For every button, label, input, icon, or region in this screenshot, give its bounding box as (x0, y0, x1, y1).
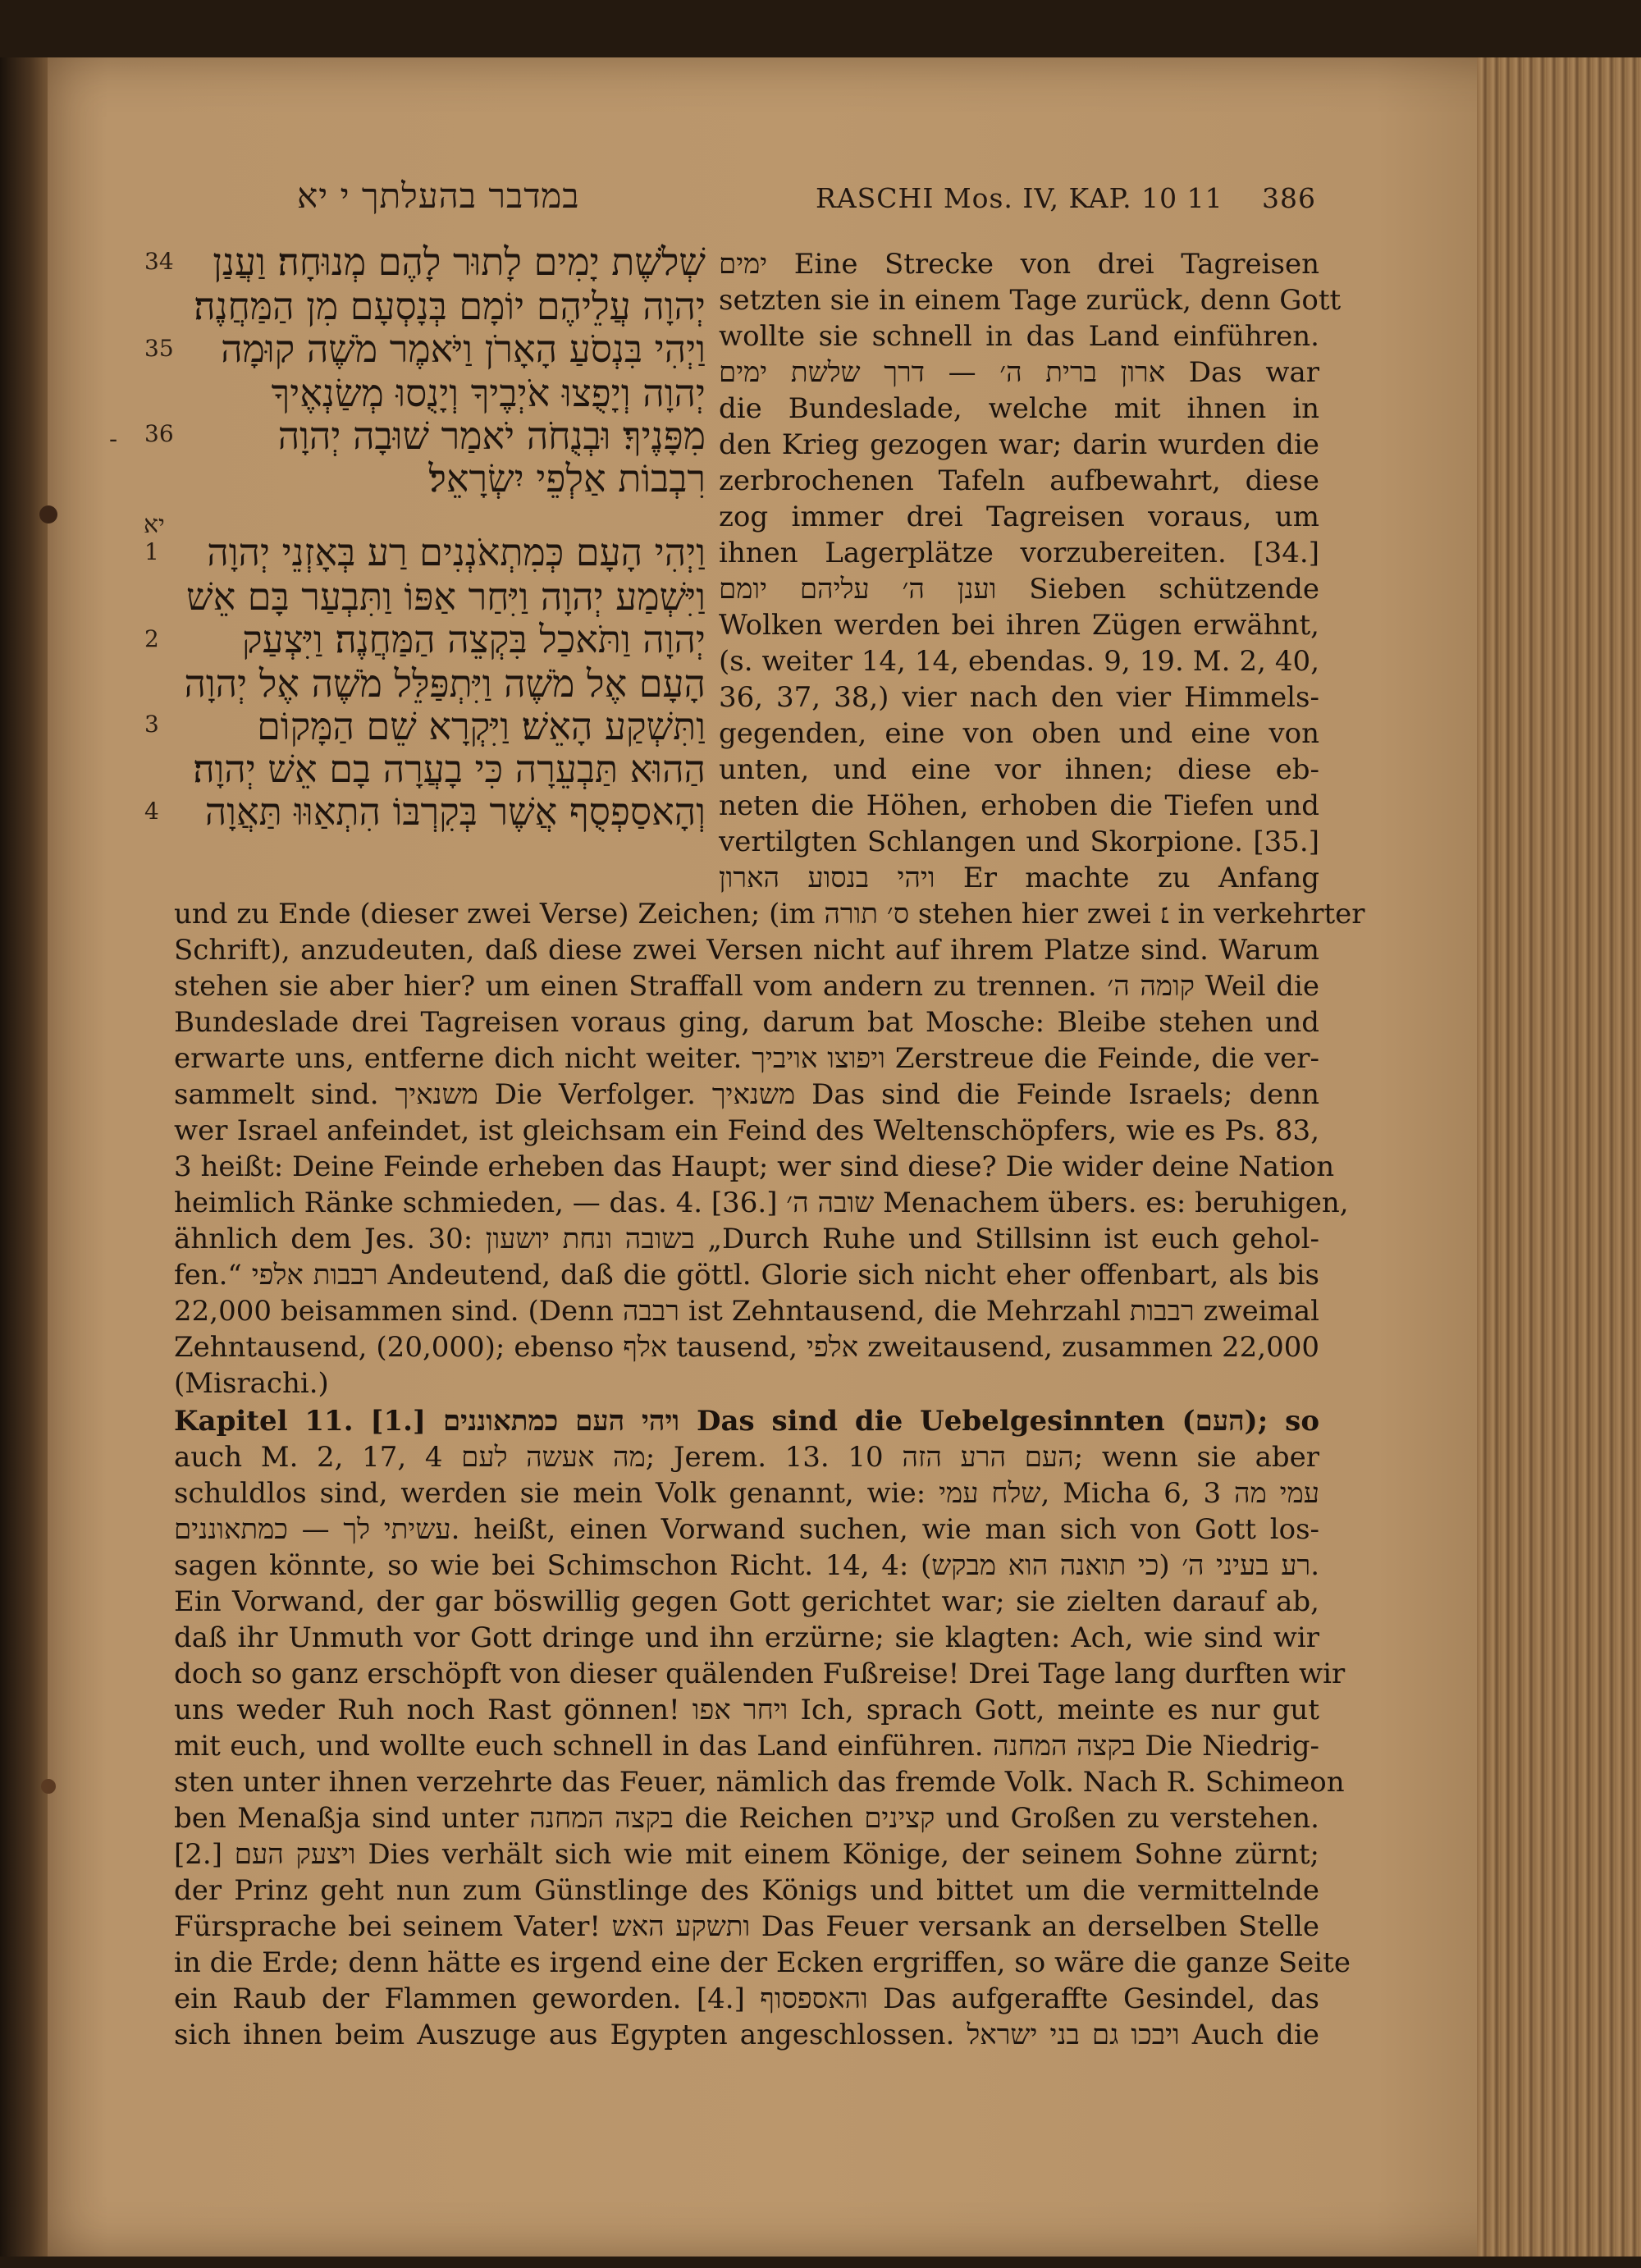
commentary-line: Bundeslade drei Tagreisen voraus ging, darum bat Mosche: Bleibe stehen und (174, 1006, 1319, 1039)
commentary-line: fen.“ רבבות אלפי Andeutend, daß die göttl. Glorie sich nicht eher offenbart, als bis (174, 1259, 1319, 1292)
verse-number-2: 2 (144, 625, 159, 652)
commentary-line: [2.] ויצעק העם Dies verhält sich wie mit einem Könige, der seinem Sohne zürnt; (174, 1838, 1319, 1871)
commentary-line: Ein Vorwand, der gar böswillig gegen Gott gerichtet war; sie zielten darauf ab, (174, 1585, 1319, 1618)
margin-mark-lower (41, 1779, 56, 1794)
commentary-line: stehen sie aber hier? um einen Straffall vom andern zu trennen. קומה ה׳ Weil die (174, 970, 1319, 1003)
commentary-line: וענן ה׳ עליהם יומם Sieben schützende (719, 573, 1319, 606)
commentary-line: (s. weiter 14, 14, ebendas. 9, 19. M. 2, 40, (719, 645, 1319, 678)
hebrew-verse-line: וְהָאסַפְסֻף אֲשֶׁר בְּקִרְבּוֹ הִתְאַוּוּ תַּאֲוָה (204, 789, 706, 834)
verse-number-35: 35 (144, 335, 174, 362)
commentary-line: ימים Eine Strecke von drei Tagreisen (719, 248, 1319, 281)
commentary-line: erwarte uns, entferne dich nicht weiter. ויפוצו אויביך Zerstreue die Feinde, die ver- (174, 1042, 1320, 1075)
commentary-line: sich ihnen beim Auszuge aus Egypten angeschlossen. ויבכו גם בני ישראל Auch die (174, 2019, 1320, 2051)
commentary-line: uns weder Ruh noch Rast gönnen! ויחר אפו Ich, sprach Gott, meinte es nur gut (174, 1694, 1319, 1726)
commentary-line: sagen könnte, so wie bei Schimschon Richt. 14, 4: (כי תואנה הוא מבקש) רע בעיני ה׳. (174, 1549, 1319, 1582)
commentary-line: mit euch, und wollte euch schnell in das Land einführen. בקצה המחנה Die Niedrig- (174, 1730, 1319, 1763)
hebrew-verse-line: וַיִּשְׁמַע יְהוָה וַיִּחַר אַפּוֹ וַתִּבְעַר בָּם אֵשׁ (186, 574, 706, 619)
commentary-line: doch so ganz erschöpft von dieser quälenden Fußreise! Drei Tage lang durften wir (174, 1658, 1346, 1690)
hebrew-verse-line: הַהוּא תַּבְעֵרָה כִּי בָעֲרָה בָם אֵשׁ יְהוָה׃ (193, 747, 706, 791)
hebrew-running-title: במדבר בהעלתך י יא (297, 176, 580, 216)
hebrew-verse-line: יְהוָה וַתֹּאכַל בִּקְצֵה הַמַּחֲנֶה׃ וַיִּצְעַק (242, 617, 706, 661)
commentary-line: ben Menaßja sind unter בקצה המחנה die Reichen קצינים und Großen zu verstehen. (174, 1802, 1319, 1835)
hebrew-verse-line: וַתִּשְׁקַע הָאֵשׁ׃ וַיִּקְרָא שֵׁם הַמָּקוֹם (257, 704, 706, 748)
commentary-line: Schrift), anzudeuten, daß diese zwei Versen nicht auf ihrem Platze sind. Warum (174, 934, 1319, 967)
book-binding (0, 57, 51, 2257)
verse-number-1: 1 (144, 538, 159, 565)
commentary-line: ארון ברית ה׳ — דרך שלשת ימים Das war (719, 356, 1319, 389)
commentary-line: die Bundeslade, welche mit ihnen in (719, 392, 1319, 425)
page-number: 386 (1262, 182, 1316, 214)
verse-number-34: 34 (144, 248, 174, 275)
commentary-line: schuldlos sind, werden sie mein Volk genannt, wie: שלח עמי, Micha 6, 3 עמי מה (174, 1477, 1319, 1510)
commentary-line: setzten sie in einem Tage zurück, denn Gott (719, 284, 1342, 317)
running-head: RASCHI Mos. IV, KAP. 10 11 (816, 182, 1223, 214)
verse-number-4: 4 (144, 798, 159, 825)
commentary-line: daß ihr Unmuth vor Gott dringe und ihn erzürne; sie klagten: Ach, wie sind wir (174, 1621, 1319, 1654)
verse-number-36: 36 (144, 420, 174, 447)
commentary-line: ויהי בנסוע הארון Er machte zu Anfang (719, 862, 1319, 894)
commentary-line: zerbrochenen Tafeln aufbewahrt, diese (719, 464, 1319, 497)
commentary-line: auch M. 2, 17, 4 מה אעשה לעם; Jerem. 13. 10 העם הרע הזה; wenn sie aber (174, 1441, 1319, 1474)
commentary-line: wollte sie schnell in das Land einführen. (719, 320, 1319, 353)
commentary-line: Fürsprache bei seinem Vater! ותשקע האש Das Feuer versank an derselben Stelle (174, 1910, 1319, 1943)
verse-number-3: 3 (144, 711, 159, 738)
commentary-line: neten die Höhen, erhoben die Tiefen und (719, 789, 1319, 822)
commentary-line: heimlich Ränke schmieden, — das. 4. [36.] שובה ה׳ Menachem übers. es: beruhigen, (174, 1187, 1349, 1219)
commentary-line: den Krieg gezogen war; darin wurden die (719, 428, 1319, 461)
commentary-line: zog immer drei Tagreisen voraus, um (719, 501, 1319, 533)
hebrew-verse-line: יְהוָה וְיָפֻצוּ אֹיְבֶיךָ וְיָנֻסוּ מְשַׂנְאֶיךָ (271, 371, 706, 415)
page-edges (1477, 57, 1641, 2257)
commentary-line: ihnen Lagerplätze vorzubereiten. [34.] (719, 537, 1319, 569)
commentary-line: ein Raub der Flammen geworden. [4.] והאספסוף Das aufgeraffte Gesindel, das (174, 1982, 1319, 2015)
hebrew-verse-line: מִפָּנֶיךָ׃ וּבְנֻחֹה יֹאמַר שׁוּבָה יְהוָה (277, 414, 706, 458)
commentary-line: sten unter ihnen verzehrte das Feuer, nämlich das fremde Volk. Nach R. Schimeon (174, 1766, 1345, 1799)
commentary-line: in die Erde; denn hätte es irgend eine der Ecken ergriffen, so wäre die ganze Seite (174, 1946, 1351, 1979)
commentary-line: (Misrachi.) (174, 1367, 329, 1400)
chapter-11-commentary-start: Kapitel 11. [1.] ויהי העם כמתאוננים Das sind die Uebelgesinnten (העם); so (174, 1405, 1320, 1438)
commentary-line: 22,000 beisammen sind. (Denn רבבה ist Zehntausend, die Mehrzahl רבבות zweimal (174, 1295, 1319, 1328)
margin-mark (39, 505, 57, 524)
hebrew-verse-line: רִבְבוֹת אַלְפֵי יִשְׂרָאֵל׃ (428, 456, 706, 501)
hebrew-verse-line: וַיְהִי בִּנְסֹעַ הָאָרֹן וַיֹּאמֶר מֹשֶׁה קוּמָה (221, 327, 706, 371)
commentary-line: 3 heißt: Deine Feinde erheben das Haupt; wer sind diese? Die wider deine Nation (174, 1150, 1335, 1183)
commentary-line: Wolken werden bei ihren Zügen erwähnt, (719, 609, 1319, 642)
commentary-line: Zehntausend, (20,000); ebenso אלף tausend, אלפי zweitausend, zusammen 22,000 (174, 1331, 1319, 1364)
commentary-line: עשיתי לך — כמתאוננים. heißt, einen Vorwand suchen, wie man sich von Gott los- (174, 1513, 1320, 1546)
commentary-line: unten, und eine vor ihnen; diese eb- (719, 753, 1319, 786)
commentary-line: 36, 37, 38,) vier nach den vier Himmels- (719, 681, 1319, 714)
commentary-line: und zu Ende (dieser zwei Verse) Zeichen; (im ס׳ תורה stehen hier zwei ׆ in verkehrter (174, 898, 1365, 931)
commentary-line: sammelt sind. משנאיך Die Verfolger. משנאיך Das sind die Feinde Israels; denn (174, 1078, 1320, 1111)
commentary-line: der Prinz geht nun zum Günstlinge des Königs und bittet um die vermittelnde (174, 1874, 1319, 1907)
commentary-line: ähnlich dem Jes. 30: בשובה ונחת יושעון „Durch Ruhe und Stillsinn ist euch gehol- (174, 1223, 1319, 1255)
commentary-line: wer Israel anfeindet, ist gleichsam ein Feind des Weltenschöpfers, wie es Ps. 83, (174, 1114, 1319, 1147)
margin-dash: - (109, 425, 118, 454)
commentary-line: vertilgten Schlangen und Skorpione. [35.] (719, 825, 1319, 858)
hebrew-verse-line: וַיְהִי הָעָם כְּמִתְאֹנְנִים רַע בְּאָזְנֵי יְהוָה (207, 530, 706, 574)
hebrew-verse-line: שְׁלֹשֶׁת יָמִים לָתוּר לָהֶם מְנוּחָה׃ וַעֲנַן (213, 240, 706, 284)
hebrew-verse-line: יְהוָה עֲלֵיהֶם יוֹמָם בְּנָסְעָם מִן הַמַּחֲנֶה׃ (194, 284, 706, 328)
commentary-line: gegenden, eine von oben und eine von (719, 717, 1319, 750)
chapter-number: יא (144, 510, 165, 539)
hebrew-verse-line: הָעָם אֶל מֹשֶׁה וַיִּתְפַּלֵּל מֹשֶׁה אֶל יְהוָה (184, 661, 706, 706)
